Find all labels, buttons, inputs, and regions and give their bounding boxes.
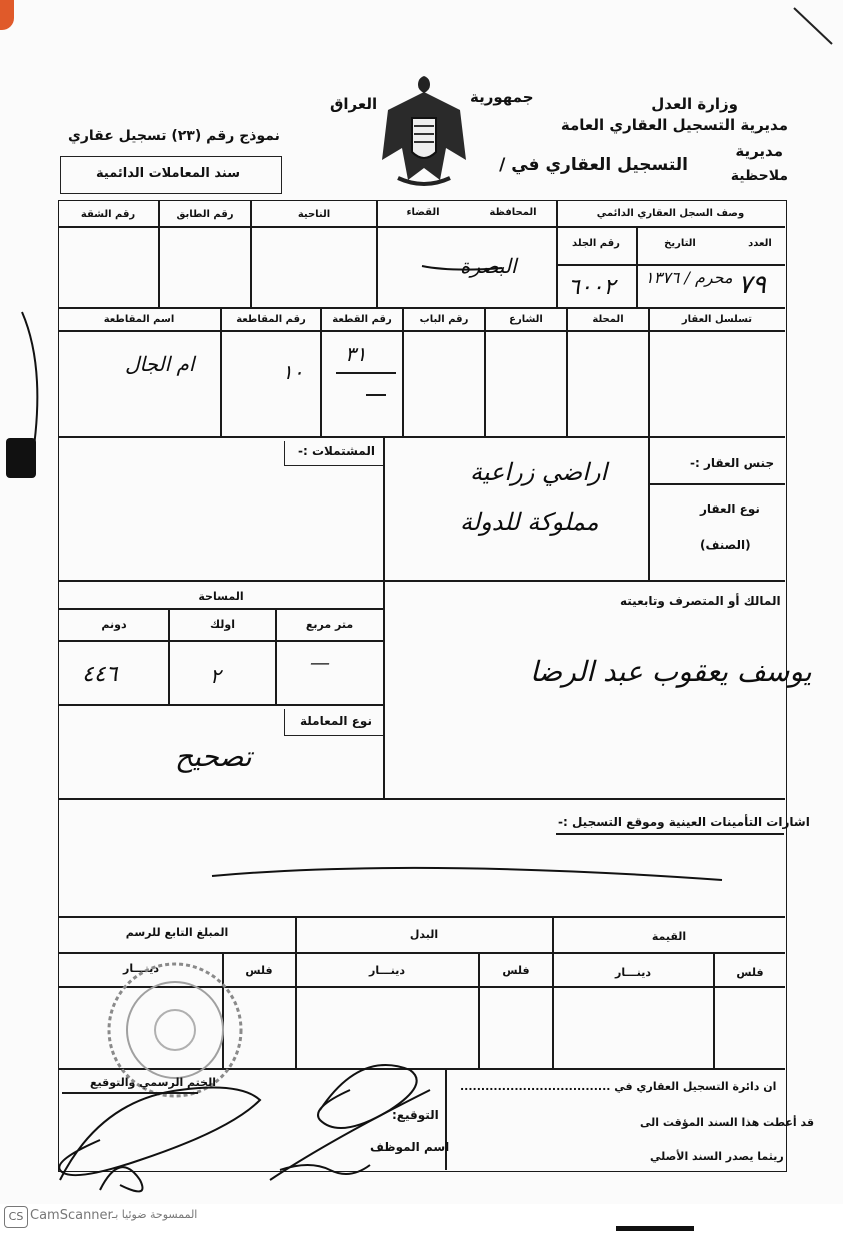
owner-value: يوسف يعقوب عبد الرضا xyxy=(530,655,812,688)
parcel-name-label: اسم المقاطعة xyxy=(103,314,175,325)
plot-fraction-dash xyxy=(366,394,386,396)
apartment-no-label: رقم الشقة xyxy=(80,209,136,220)
registration-in: التسجيل العقاري في / xyxy=(499,155,688,175)
until-text: ريثما يصدر السند الأصلي xyxy=(650,1150,784,1163)
locality-label: المحلة xyxy=(592,314,624,325)
plot-no-label: رقم القطعة xyxy=(332,314,392,325)
ministry-name: وزارة العدل xyxy=(651,95,738,113)
subdistrict-label: الناحية xyxy=(297,209,331,220)
employee-name-label: اسم الموظف xyxy=(370,1140,450,1154)
governorate-label: المحافظة xyxy=(489,207,537,218)
street-label: الشارع xyxy=(509,314,543,325)
scanner-brand: CamScanner xyxy=(30,1208,113,1223)
date-label: التاريخ xyxy=(664,238,696,249)
governorate-stroke xyxy=(420,258,510,274)
olk-label: اولك xyxy=(210,618,235,631)
at-office-text: ان دائرة التسجيل العقاري في .................................... xyxy=(460,1080,777,1093)
property-type-value: مملوكة للدولة xyxy=(460,508,599,536)
parcel-no-label: رقم المقاطعة xyxy=(236,314,306,325)
district-label: القضاء xyxy=(406,207,440,218)
signature-label: التوقيع: xyxy=(392,1108,439,1122)
donum-label: دونم xyxy=(101,618,127,631)
owner-label: المالك أو المتصرف وتابعيته xyxy=(620,594,781,608)
stamp-label: الختم الرسمي والتوقيع xyxy=(90,1076,217,1089)
gave-text: قد أعطت هذا السند المؤقت الى xyxy=(640,1116,815,1129)
sqm-value: — xyxy=(310,650,330,674)
republic-label: جمهورية xyxy=(470,88,534,106)
scanner-caption: الممسوحة ضوئيا بـ xyxy=(112,1208,198,1221)
fee-fils-label: فلس xyxy=(245,964,273,977)
contents-label: المشتملات :- xyxy=(298,444,375,458)
date-value: محرم / ١٣٧٦ xyxy=(645,268,733,287)
property-kind-value: اراضي زراعية xyxy=(470,458,608,486)
scanner-badge: CS xyxy=(4,1206,28,1228)
iraq-label: العراق xyxy=(330,95,378,113)
property-type-label: نوع العقار xyxy=(700,502,760,516)
substitute-dinar-label: دينـــار xyxy=(368,964,405,977)
fee-dinar-label: دينـــار xyxy=(122,962,159,975)
document-title: سند المعاملات الدائمية xyxy=(96,166,240,181)
door-no-label: رقم الباب xyxy=(419,314,469,325)
margin-blot xyxy=(6,438,36,478)
number-value: ٧٩ xyxy=(738,270,766,300)
signature-left-icon xyxy=(40,1050,290,1200)
attached-note: ملاحظية xyxy=(730,168,788,184)
value-label: القيمة xyxy=(651,930,687,943)
form-number: نموذج رقم (٢٣) تسجيل عقاري xyxy=(68,128,280,144)
property-kind-label: جنس العقار :- xyxy=(690,456,775,470)
scanner-underline xyxy=(616,1226,694,1231)
area-label: المساحة xyxy=(198,590,244,603)
value-fils-label: فلس xyxy=(736,966,764,979)
corner-mark xyxy=(790,4,840,48)
olk-value: ٢ xyxy=(210,664,221,688)
parcel-no-value: ١٠ xyxy=(282,360,304,384)
value-dinar-label: دينـــار xyxy=(614,966,651,979)
marks-label: اشارات التأمينات العينية وموقع التسجيل :- xyxy=(558,815,810,829)
parcel-name-value: ام الجال xyxy=(125,352,195,376)
volume-no-label: رقم الجلد xyxy=(572,238,620,249)
governorate-value: البصرة xyxy=(460,254,517,278)
signature-right-icon xyxy=(260,1050,480,1190)
number-label: العدد xyxy=(748,238,772,249)
volume-value: ٦٠٠٢ xyxy=(568,275,616,300)
plot-fraction-line xyxy=(336,372,396,374)
plot-value: ٣١ xyxy=(345,342,367,366)
fee-amount-label: المبلغ التابع للرسم xyxy=(125,926,229,939)
floor-no-label: رقم الطابق xyxy=(176,209,234,220)
donum-value: ٤٤٦ xyxy=(82,662,118,687)
transaction-value: تصحيح xyxy=(175,740,252,773)
marks-strike xyxy=(210,858,730,888)
corner-orange-mark xyxy=(0,0,14,30)
substitute-fils-label: فلس xyxy=(502,964,530,977)
substitute-label: البدل xyxy=(409,928,439,941)
category-label: (الصنف) xyxy=(700,538,751,552)
directorate-label: مديرية xyxy=(735,142,783,160)
iraq-emblem-icon xyxy=(378,70,470,190)
directorate-general: مديرية التسجيل العقاري العامة xyxy=(560,116,788,134)
permanent-record-desc: وصف السجل العقاري الدائمي xyxy=(596,208,745,219)
sqm-label: متر مربع xyxy=(305,618,354,631)
property-sequence-label: تسلسل العقار xyxy=(681,314,753,325)
transaction-type-label: نوع المعاملة xyxy=(300,714,372,728)
